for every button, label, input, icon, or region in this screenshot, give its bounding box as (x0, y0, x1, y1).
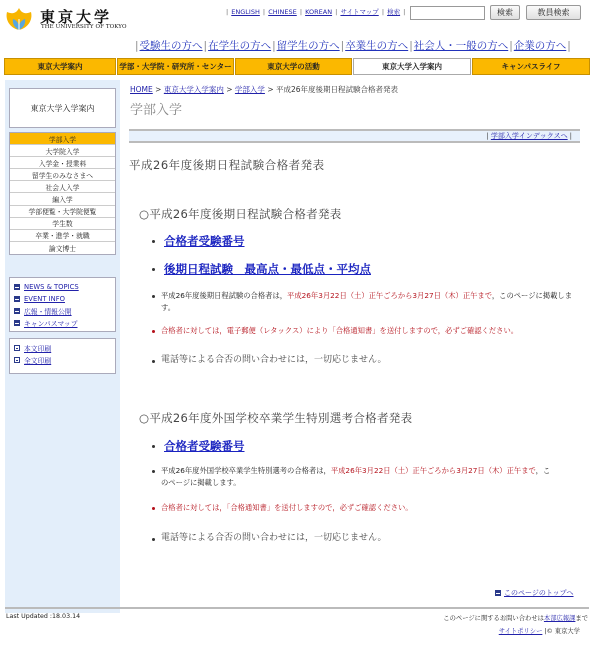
audience-link-applicants[interactable]: 受験生の方へ (139, 40, 203, 52)
sidebar-item-fees[interactable]: 入学金・授業料 (10, 157, 115, 169)
arrow-square-icon (14, 308, 20, 314)
sidebar-item-graduate[interactable]: 大学院入学 (10, 145, 115, 157)
main-tabs (4, 58, 590, 75)
search-input[interactable] (410, 6, 485, 20)
sidebar-item-undergraduate[interactable]: 学部入学 (10, 133, 115, 145)
bullet-icon (152, 295, 155, 298)
bullet-icon (152, 268, 155, 271)
section1-numbers-link[interactable]: 合格者受験番号 (164, 234, 245, 248)
tab-activities[interactable]: 東京大学の活動 (235, 58, 352, 75)
content-heading: 平成26年度後期日程試験合格者発表 (129, 158, 325, 172)
arrow-square-icon (14, 296, 20, 302)
sidebar-item-adult[interactable]: 社会人入学 (10, 181, 115, 193)
sidebar-item-international[interactable]: 留学生のみなさまへ (10, 169, 115, 181)
search-link[interactable]: 検索 (387, 8, 401, 16)
sidebar-item-transfer[interactable]: 編入学 (10, 193, 115, 205)
section1-scores-link[interactable]: 後期日程試験 最高点・最低点・平均点 (164, 262, 371, 276)
tab-admissions[interactable]: 東京大学入学案内 (353, 58, 471, 75)
sitemap-link[interactable]: サイトマップ (340, 8, 379, 16)
last-updated: Last Updated :18.03.14 (6, 613, 81, 620)
section1-title: ○平成26年度後期日程試験合格者発表 (139, 207, 342, 221)
chinese-link[interactable]: CHINESE (268, 8, 297, 16)
section2-title: ○平成26年度外国学校卒業学生特別選考合格者発表 (139, 411, 413, 425)
korean-link[interactable]: KOREAN (305, 8, 333, 16)
english-link[interactable]: ENGLISH (231, 8, 260, 16)
back-to-top[interactable] (495, 588, 574, 598)
bullet-icon (152, 240, 155, 243)
print-all-link[interactable]: 全文印刷 (14, 354, 111, 366)
audience-link-public[interactable]: 社会人・一般の方へ (413, 40, 509, 52)
sidebar-link-publicity[interactable]: 広報・情報公開 (14, 305, 111, 317)
section2-notice-phone: 電話等による合否の問い合わせには，一切応じません。 (152, 532, 582, 544)
site-header (0, 0, 600, 36)
index-bar: | 学部入学インデックスへ | (129, 129, 580, 143)
audience-link-alumni[interactable]: 卒業生の方へ (345, 40, 409, 52)
breadcrumb-undergraduate[interactable]: 学部入学 (234, 85, 265, 94)
audience-nav: |受験生の方へ|在学生の方へ|留学生の方へ|卒業生の方へ|社会人・一般の方へ|企業の方へ| (135, 40, 571, 52)
print-icon (14, 345, 20, 351)
utility-links: | ENGLISH | CHINESE | KOREAN | サイトマップ | 検索 | (226, 8, 406, 16)
breadcrumb-admissions[interactable]: 東京大学入学案内 (163, 85, 224, 94)
tab-about[interactable]: 東京大学案内 (4, 58, 116, 75)
news-links-box (9, 277, 116, 332)
site-policy-link[interactable]: サイトポリシー (498, 628, 543, 635)
bullet-icon (152, 507, 155, 510)
sidebar-link-events[interactable]: EVENT INFO (14, 293, 111, 305)
audience-link-students[interactable]: 在学生の方へ (208, 40, 272, 52)
bullet-icon (152, 470, 155, 473)
university-logo[interactable] (4, 4, 127, 32)
print-links-box (9, 338, 116, 374)
breadcrumb-current: 平成26年度後期日程試験合格者発表 (276, 85, 399, 94)
search-button[interactable]: 検索 (490, 5, 520, 20)
page-title: 学部入学 (130, 103, 183, 118)
sidebar-item-careers[interactable]: 卒業・進学・就職 (10, 230, 115, 242)
ginkgo-leaf-icon (4, 4, 34, 32)
section2-notice-schedule: 平成26年度外国学校卒業学生特別選考の合格者は，平成26年3月22日（土）正午ごろから3月27日（木）正午まで，このページに掲載します。 (152, 465, 552, 489)
sidebar-menu (9, 132, 116, 255)
section2-numbers-link[interactable]: 合格者受験番号 (164, 439, 245, 453)
logo-english-text: THE UNIVERSITY OF TOKYO (41, 24, 127, 30)
footer-divider (5, 607, 589, 609)
section2-notice-letter: 合格者に対しては，「合格通知書」を送付しますので，必ずご確認ください。 (152, 502, 582, 514)
sidebar-item-student-count[interactable]: 学生数 (10, 218, 115, 230)
sidebar-link-news[interactable]: NEWS & TOPICS (14, 281, 111, 293)
audience-link-companies[interactable]: 企業の方へ (513, 40, 567, 52)
sidebar-item-doctorate[interactable]: 論文博士 (48, 244, 77, 253)
back-to-top-link[interactable]: このページのトップへ (504, 589, 574, 597)
print-icon (14, 357, 20, 363)
bullet-icon (152, 330, 155, 333)
bullet-icon (152, 445, 155, 448)
section1-scores-item (152, 261, 371, 277)
faculty-search-button[interactable]: 教員検索 (526, 5, 581, 20)
arrow-square-icon (495, 590, 501, 596)
logo-japanese-text: 東京大学 (40, 8, 113, 26)
pr-office-link[interactable]: 本部広報課 (543, 615, 576, 622)
tab-faculties[interactable]: 学部・大学院・研究所・センター (117, 58, 234, 75)
audience-link-international[interactable]: 留学生の方へ (276, 40, 340, 52)
section1-notice-phone: 電話等による合否の問い合わせには，一切応じません。 (152, 354, 582, 366)
arrow-square-icon (14, 284, 20, 290)
breadcrumb: HOME > 東京大学入学案内 > 学部入学 > 平成26年度後期日程試験合格者発表 (130, 85, 399, 94)
sidebar-link-campus-map[interactable]: キャンパスマップ (14, 317, 111, 329)
footer-policy (499, 626, 580, 635)
section1-numbers-item (152, 233, 245, 249)
sidebar-item-handbook[interactable]: 学部便覧・大学院便覧 (10, 206, 115, 218)
section2-numbers-item (152, 438, 245, 454)
section1-notice-schedule: 平成26年度後期日程試験の合格者は，平成26年3月22日（土）正午ごろから3月27日（木）正午まで，このページに掲載します。 (152, 290, 582, 314)
tab-campus-life[interactable]: キャンパスライフ (472, 58, 590, 75)
sidebar (5, 80, 120, 613)
bullet-icon (152, 360, 155, 363)
breadcrumb-home[interactable]: HOME (130, 85, 153, 94)
index-link[interactable]: 学部入学インデックスへ (490, 132, 568, 140)
arrow-square-icon (14, 320, 20, 326)
copyright: |© 東京大学 (544, 628, 580, 635)
section1-notice-letter: 合格者に対しては，電子郵便（レタックス）により「合格通知書」を送付しますので，必ずご確認ください。 (152, 325, 582, 337)
print-body-link[interactable]: 本文印刷 (14, 342, 111, 354)
bullet-icon (152, 538, 155, 541)
sidebar-title[interactable]: 東京大学入学案内 (9, 88, 116, 128)
footer-contact: このページに関するお問い合わせは本部広報課まで (443, 615, 588, 622)
